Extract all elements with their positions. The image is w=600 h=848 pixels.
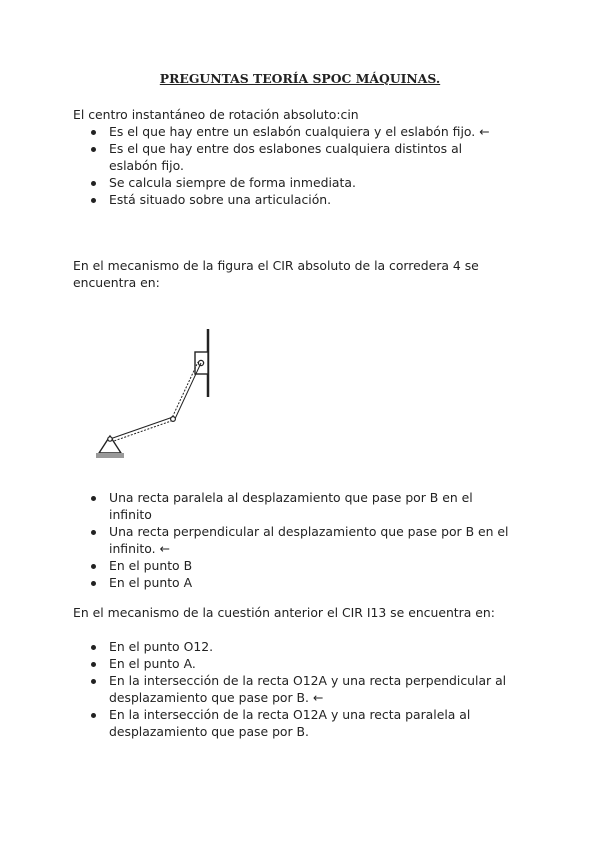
option-text: En el punto A. [109,656,196,671]
question-1-prompt: El centro instantáneo de rotación absoluto:cin [73,107,359,122]
q1-option-2 [73,140,513,174]
q2-option-4 [73,574,513,591]
ground-base [96,453,124,458]
option-text: Se calcula siempre de forma inmediata. [109,175,356,190]
correct-arrow-icon: ← [312,690,324,705]
correct-arrow-icon: ← [159,541,170,556]
q1-option-4 [73,191,513,208]
option-text: En la intersección de la recta O12A y una recta paralela al desplazamiento que pase por B. [109,707,471,739]
option-text: En el punto A [109,575,193,590]
option-text: Es el que hay entre un eslabón cualquiera y el eslabón fijo. [109,124,476,139]
option-text: En la intersección de la recta O12A y una recta perpendicular al desplazamiento que pase por B. [109,673,507,705]
option-text: Está situado sobre una articulación. [109,192,332,207]
q3-option-4 [73,706,513,740]
q2-option-2 [73,523,513,557]
option-text: Es el que hay entre dos eslabones cualquiera distintos al eslabón fijo. [109,141,463,173]
question-2-prompt: En el mecanismo de la figura el CIR absoluto de la corredera 4 se encuentra en: [73,258,479,290]
coupler-link [174,363,201,421]
question-3-options [73,638,513,740]
q3-option-3 [73,672,513,706]
q3-option-1 [73,638,513,655]
q2-option-3 [73,557,513,574]
question-3-prompt: En el mecanismo de la cuestión anterior el CIR I13 se encuentra en: [73,605,495,620]
q1-option-3 [73,174,513,191]
question-1-options [73,123,513,208]
option-text: Una recta paralela al desplazamiento que pase por B en el infinito [109,490,473,522]
question-2-options [73,489,513,591]
crank-link [110,417,173,439]
joint-a [171,417,176,422]
q2-option-1 [73,489,513,523]
option-text: En el punto O12. [109,639,214,654]
option-text: En el punto B [109,558,193,573]
q3-option-2 [73,655,513,672]
correct-arrow-icon: ← [479,124,490,139]
option-text: Una recta perpendicular al desplazamiento que pase por B en el infinito. [109,524,509,556]
q1-option-1 [73,123,513,140]
mechanism-figure [90,325,230,465]
joint-o12 [108,437,112,441]
page-title: PREGUNTAS TEORÍA SPOC MÁQUINAS. [159,71,441,86]
